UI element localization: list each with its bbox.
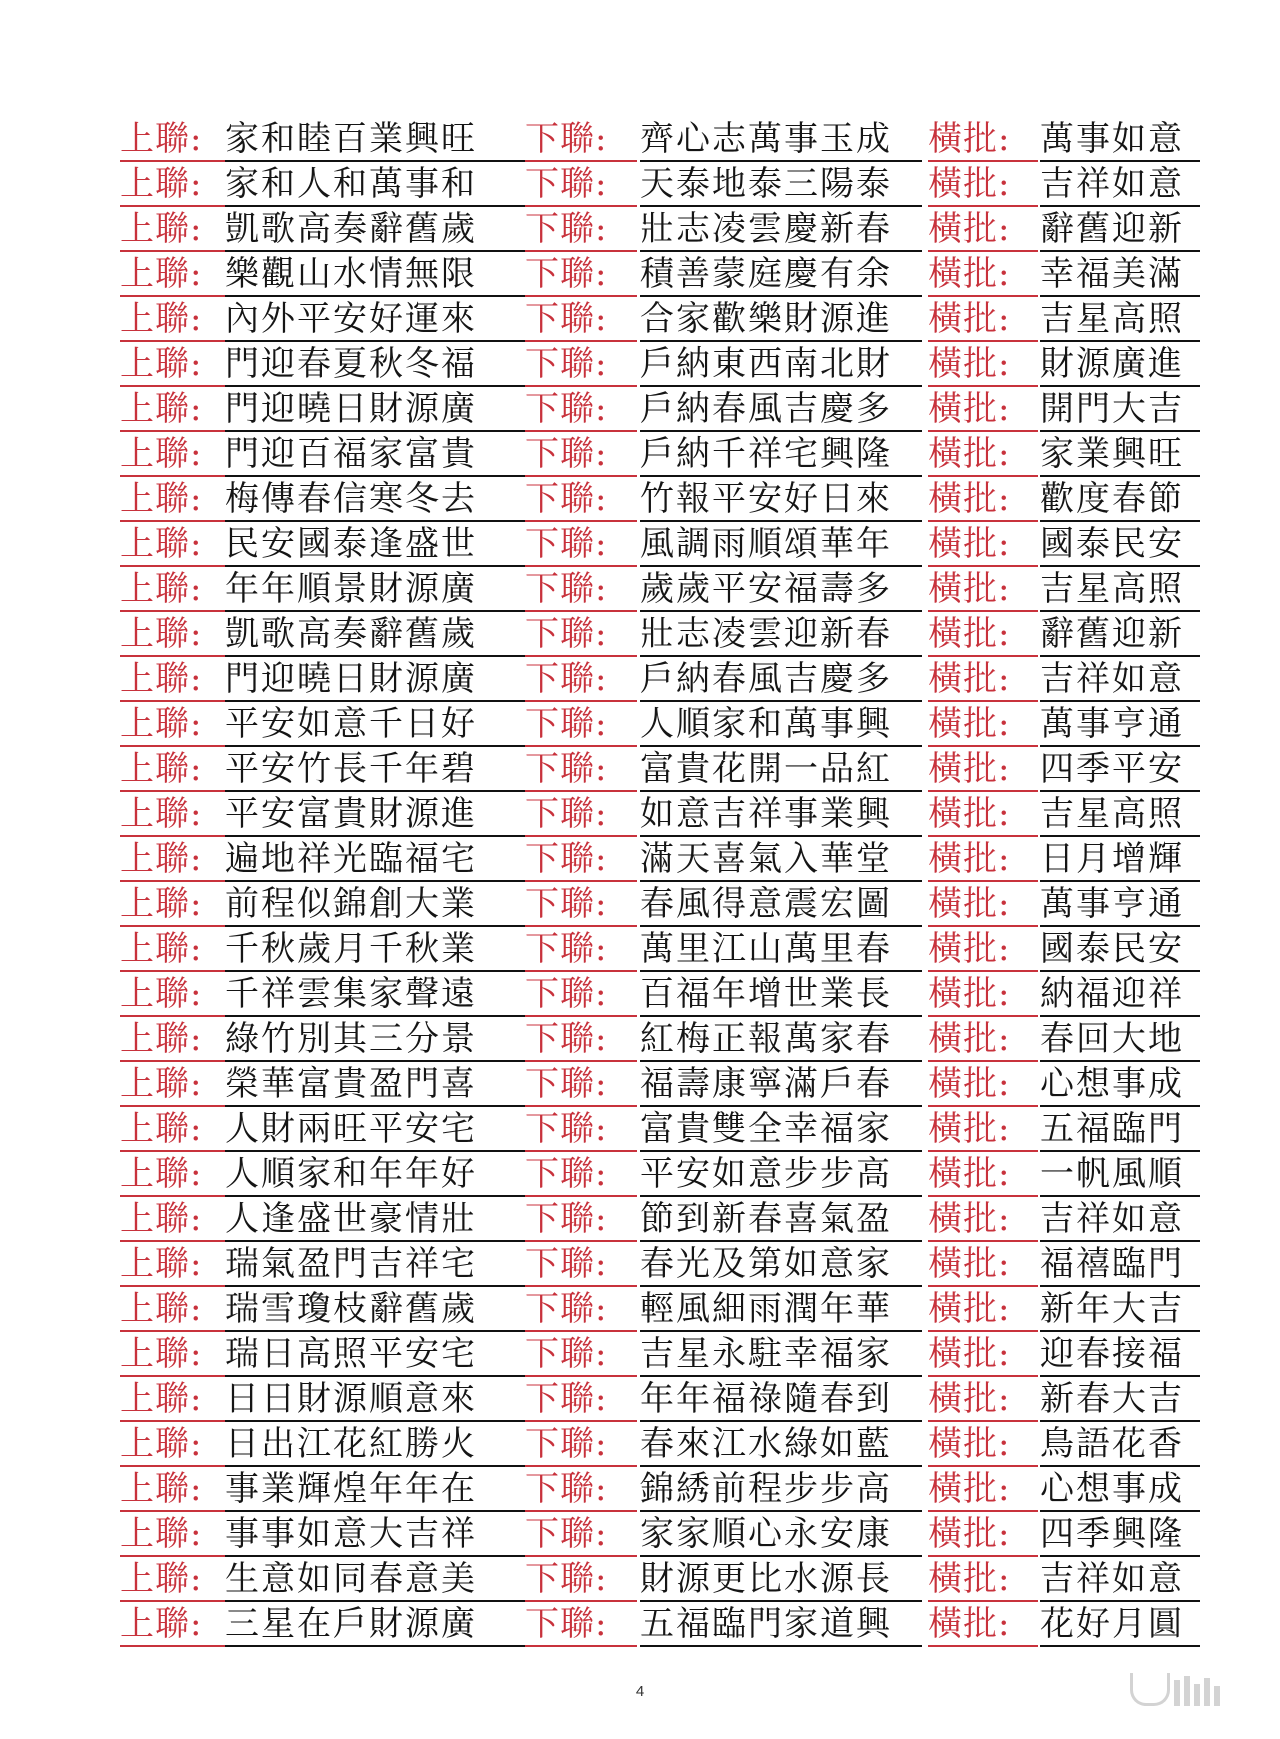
lower-couplet: 歲歲平安福壽多 bbox=[640, 567, 922, 612]
lower-label: 下聯: bbox=[525, 1152, 637, 1197]
couplet-row bbox=[120, 882, 1200, 927]
upper-label: 上聯: bbox=[120, 1062, 225, 1107]
lower-couplet: 天泰地泰三陽泰 bbox=[640, 162, 922, 207]
couplet-row bbox=[120, 1377, 1200, 1422]
lower-label: 下聯: bbox=[525, 162, 637, 207]
horizontal-label: 橫批: bbox=[928, 1287, 1038, 1332]
horizontal-label: 橫批: bbox=[928, 747, 1038, 792]
horizontal-scroll: 春回大地 bbox=[1040, 1017, 1200, 1062]
lower-couplet: 風調雨順頌華年 bbox=[640, 522, 922, 567]
horizontal-label: 橫批: bbox=[928, 252, 1038, 297]
couplet-row bbox=[120, 477, 1200, 522]
horizontal-label: 橫批: bbox=[928, 1602, 1038, 1647]
horizontal-label: 橫批: bbox=[928, 927, 1038, 972]
couplet-row bbox=[120, 1287, 1200, 1332]
couplet-row bbox=[120, 1332, 1200, 1377]
horizontal-scroll: 迎春接福 bbox=[1040, 1332, 1200, 1377]
couplet-row bbox=[120, 1557, 1200, 1602]
horizontal-label: 橫批: bbox=[928, 1152, 1038, 1197]
upper-label: 上聯: bbox=[120, 1557, 225, 1602]
lower-label: 下聯: bbox=[525, 522, 637, 567]
couplet-row bbox=[120, 297, 1200, 342]
lower-label: 下聯: bbox=[525, 1107, 637, 1152]
horizontal-scroll: 開門大吉 bbox=[1040, 387, 1200, 432]
upper-couplet: 凱歌高奏辭舊歲 bbox=[225, 612, 525, 657]
lower-couplet: 吉星永駐幸福家 bbox=[640, 1332, 922, 1377]
upper-couplet: 瑞雪瓊枝辭舊歲 bbox=[225, 1287, 525, 1332]
couplet-row bbox=[120, 207, 1200, 252]
lower-label: 下聯: bbox=[525, 1422, 637, 1467]
couplet-row bbox=[120, 342, 1200, 387]
horizontal-label: 橫批: bbox=[928, 342, 1038, 387]
upper-label: 上聯: bbox=[120, 1287, 225, 1332]
upper-label: 上聯: bbox=[120, 342, 225, 387]
upper-label: 上聯: bbox=[120, 972, 225, 1017]
lower-couplet: 萬里江山萬里春 bbox=[640, 927, 922, 972]
couplet-row bbox=[120, 1062, 1200, 1107]
upper-label: 上聯: bbox=[120, 612, 225, 657]
upper-label: 上聯: bbox=[120, 792, 225, 837]
lower-label: 下聯: bbox=[525, 882, 637, 927]
lower-couplet: 壯志凌雲迎新春 bbox=[640, 612, 922, 657]
horizontal-scroll: 一帆風順 bbox=[1040, 1152, 1200, 1197]
upper-couplet: 內外平安好運來 bbox=[225, 297, 525, 342]
lower-label: 下聯: bbox=[525, 117, 637, 162]
horizontal-label: 橫批: bbox=[928, 432, 1038, 477]
lower-couplet: 五福臨門家道興 bbox=[640, 1602, 922, 1647]
upper-label: 上聯: bbox=[120, 1512, 225, 1557]
lower-label: 下聯: bbox=[525, 1017, 637, 1062]
horizontal-label: 橫批: bbox=[928, 1197, 1038, 1242]
horizontal-scroll: 四季平安 bbox=[1040, 747, 1200, 792]
couplet-row bbox=[120, 927, 1200, 972]
lower-label: 下聯: bbox=[525, 1377, 637, 1422]
lower-label: 下聯: bbox=[525, 792, 637, 837]
upper-label: 上聯: bbox=[120, 1332, 225, 1377]
couplet-row bbox=[120, 747, 1200, 792]
lower-label: 下聯: bbox=[525, 972, 637, 1017]
horizontal-label: 橫批: bbox=[928, 1557, 1038, 1602]
lower-couplet: 竹報平安好日來 bbox=[640, 477, 922, 522]
horizontal-label: 橫批: bbox=[928, 477, 1038, 522]
horizontal-label: 橫批: bbox=[928, 387, 1038, 432]
horizontal-scroll: 鳥語花香 bbox=[1040, 1422, 1200, 1467]
upper-couplet: 事事如意大吉祥 bbox=[225, 1512, 525, 1557]
upper-label: 上聯: bbox=[120, 1377, 225, 1422]
horizontal-scroll: 萬事如意 bbox=[1040, 117, 1200, 162]
lower-label: 下聯: bbox=[525, 1602, 637, 1647]
horizontal-label: 橫批: bbox=[928, 1377, 1038, 1422]
upper-label: 上聯: bbox=[120, 1017, 225, 1062]
upper-couplet: 綠竹別其三分景 bbox=[225, 1017, 525, 1062]
horizontal-scroll: 財源廣進 bbox=[1040, 342, 1200, 387]
horizontal-scroll: 五福臨門 bbox=[1040, 1107, 1200, 1152]
lower-couplet: 戶納春風吉慶多 bbox=[640, 657, 922, 702]
horizontal-scroll: 歡度春節 bbox=[1040, 477, 1200, 522]
lower-couplet: 輕風細雨潤年華 bbox=[640, 1287, 922, 1332]
horizontal-scroll: 吉祥如意 bbox=[1040, 1197, 1200, 1242]
horizontal-scroll: 福禧臨門 bbox=[1040, 1242, 1200, 1287]
lower-couplet: 財源更比水源長 bbox=[640, 1557, 922, 1602]
upper-label: 上聯: bbox=[120, 882, 225, 927]
horizontal-scroll: 吉祥如意 bbox=[1040, 1557, 1200, 1602]
upper-couplet: 三星在戶財源廣 bbox=[225, 1602, 525, 1647]
lower-couplet: 節到新春喜氣盈 bbox=[640, 1197, 922, 1242]
upper-couplet: 前程似錦創大業 bbox=[225, 882, 525, 927]
horizontal-label: 橫批: bbox=[928, 972, 1038, 1017]
upper-label: 上聯: bbox=[120, 1467, 225, 1512]
lower-label: 下聯: bbox=[525, 657, 637, 702]
lower-couplet: 春來江水綠如藍 bbox=[640, 1422, 922, 1467]
lower-couplet: 齊心志萬事玉成 bbox=[640, 117, 922, 162]
horizontal-scroll: 辭舊迎新 bbox=[1040, 612, 1200, 657]
upper-label: 上聯: bbox=[120, 927, 225, 972]
lower-couplet: 積善蒙庭慶有余 bbox=[640, 252, 922, 297]
upper-couplet: 日日財源順意來 bbox=[225, 1377, 525, 1422]
horizontal-label: 橫批: bbox=[928, 1017, 1038, 1062]
couplet-row bbox=[120, 162, 1200, 207]
upper-label: 上聯: bbox=[120, 837, 225, 882]
upper-couplet: 家和人和萬事和 bbox=[225, 162, 525, 207]
upper-label: 上聯: bbox=[120, 162, 225, 207]
lower-label: 下聯: bbox=[525, 432, 637, 477]
lower-couplet: 如意吉祥事業興 bbox=[640, 792, 922, 837]
lower-label: 下聯: bbox=[525, 1332, 637, 1377]
lower-label: 下聯: bbox=[525, 387, 637, 432]
horizontal-label: 橫批: bbox=[928, 1467, 1038, 1512]
horizontal-label: 橫批: bbox=[928, 297, 1038, 342]
lower-label: 下聯: bbox=[525, 927, 637, 972]
horizontal-scroll: 家業興旺 bbox=[1040, 432, 1200, 477]
upper-couplet: 千秋歲月千秋業 bbox=[225, 927, 525, 972]
lower-couplet: 錦綉前程步步高 bbox=[640, 1467, 922, 1512]
horizontal-label: 橫批: bbox=[928, 1107, 1038, 1152]
horizontal-scroll: 新春大吉 bbox=[1040, 1377, 1200, 1422]
lower-label: 下聯: bbox=[525, 1557, 637, 1602]
horizontal-label: 橫批: bbox=[928, 702, 1038, 747]
upper-couplet: 家和睦百業興旺 bbox=[225, 117, 525, 162]
couplet-row bbox=[120, 1242, 1200, 1287]
lower-couplet: 百福年增世業長 bbox=[640, 972, 922, 1017]
lower-label: 下聯: bbox=[525, 1512, 637, 1557]
upper-couplet: 榮華富貴盈門喜 bbox=[225, 1062, 525, 1107]
horizontal-label: 橫批: bbox=[928, 882, 1038, 927]
couplet-row bbox=[120, 612, 1200, 657]
lower-couplet: 紅梅正報萬家春 bbox=[640, 1017, 922, 1062]
horizontal-label: 橫批: bbox=[928, 792, 1038, 837]
lower-couplet: 滿天喜氣入華堂 bbox=[640, 837, 922, 882]
lower-couplet: 合家歡樂財源進 bbox=[640, 297, 922, 342]
horizontal-label: 橫批: bbox=[928, 1422, 1038, 1467]
upper-couplet: 生意如同春意美 bbox=[225, 1557, 525, 1602]
lower-label: 下聯: bbox=[525, 342, 637, 387]
upper-couplet: 民安國泰逢盛世 bbox=[225, 522, 525, 567]
horizontal-scroll: 萬事亨通 bbox=[1040, 882, 1200, 927]
upper-label: 上聯: bbox=[120, 1107, 225, 1152]
lower-couplet: 春光及第如意家 bbox=[640, 1242, 922, 1287]
upper-couplet: 千祥雲集家聲遠 bbox=[225, 972, 525, 1017]
upper-label: 上聯: bbox=[120, 297, 225, 342]
upper-couplet: 門迎百福家富貴 bbox=[225, 432, 525, 477]
upper-couplet: 梅傳春信寒冬去 bbox=[225, 477, 525, 522]
upper-label: 上聯: bbox=[120, 1422, 225, 1467]
lower-couplet: 戶納春風吉慶多 bbox=[640, 387, 922, 432]
upper-label: 上聯: bbox=[120, 387, 225, 432]
couplet-row bbox=[120, 657, 1200, 702]
lower-couplet: 平安如意步步高 bbox=[640, 1152, 922, 1197]
upper-label: 上聯: bbox=[120, 567, 225, 612]
upper-couplet: 事業輝煌年年在 bbox=[225, 1467, 525, 1512]
upper-couplet: 日出江花紅勝火 bbox=[225, 1422, 525, 1467]
horizontal-scroll: 納福迎祥 bbox=[1040, 972, 1200, 1017]
lower-couplet: 家家順心永安康 bbox=[640, 1512, 922, 1557]
lower-couplet: 富貴花開一品紅 bbox=[640, 747, 922, 792]
upper-couplet: 樂觀山水情無限 bbox=[225, 252, 525, 297]
upper-label: 上聯: bbox=[120, 747, 225, 792]
horizontal-label: 橫批: bbox=[928, 162, 1038, 207]
page-number: 4 bbox=[635, 1683, 645, 1700]
horizontal-scroll: 國泰民安 bbox=[1040, 927, 1200, 972]
horizontal-scroll: 萬事亨通 bbox=[1040, 702, 1200, 747]
upper-label: 上聯: bbox=[120, 702, 225, 747]
couplet-row bbox=[120, 567, 1200, 612]
couplet-row bbox=[120, 1602, 1200, 1647]
lower-label: 下聯: bbox=[525, 252, 637, 297]
upper-couplet: 平安竹長千年碧 bbox=[225, 747, 525, 792]
lower-label: 下聯: bbox=[525, 1287, 637, 1332]
upper-label: 上聯: bbox=[120, 1152, 225, 1197]
lower-label: 下聯: bbox=[525, 567, 637, 612]
lower-couplet: 人順家和萬事興 bbox=[640, 702, 922, 747]
upper-couplet: 平安富貴財源進 bbox=[225, 792, 525, 837]
couplet-row bbox=[120, 702, 1200, 747]
upper-label: 上聯: bbox=[120, 1242, 225, 1287]
horizontal-label: 橫批: bbox=[928, 1062, 1038, 1107]
horizontal-scroll: 花好月圓 bbox=[1040, 1602, 1200, 1647]
lower-couplet: 年年福祿隨春到 bbox=[640, 1377, 922, 1422]
couplet-row bbox=[120, 522, 1200, 567]
lower-label: 下聯: bbox=[525, 1467, 637, 1512]
upper-couplet: 門迎曉日財源廣 bbox=[225, 657, 525, 702]
lower-couplet: 福壽康寧滿戶春 bbox=[640, 1062, 922, 1107]
horizontal-scroll: 吉祥如意 bbox=[1040, 657, 1200, 702]
horizontal-scroll: 心想事成 bbox=[1040, 1467, 1200, 1512]
couplet-row bbox=[120, 837, 1200, 882]
horizontal-label: 橫批: bbox=[928, 1332, 1038, 1377]
lower-couplet: 壯志凌雲慶新春 bbox=[640, 207, 922, 252]
horizontal-scroll: 新年大吉 bbox=[1040, 1287, 1200, 1332]
lower-label: 下聯: bbox=[525, 1197, 637, 1242]
couplet-row bbox=[120, 1152, 1200, 1197]
horizontal-scroll: 國泰民安 bbox=[1040, 522, 1200, 567]
horizontal-label: 橫批: bbox=[928, 1512, 1038, 1557]
horizontal-label: 橫批: bbox=[928, 837, 1038, 882]
upper-label: 上聯: bbox=[120, 117, 225, 162]
lower-couplet: 富貴雙全幸福家 bbox=[640, 1107, 922, 1152]
lower-label: 下聯: bbox=[525, 477, 637, 522]
couplet-table bbox=[120, 117, 1200, 1647]
couplet-row bbox=[120, 1467, 1200, 1512]
watermark-logo bbox=[1130, 1672, 1220, 1706]
lower-couplet: 戶納千祥宅興隆 bbox=[640, 432, 922, 477]
horizontal-label: 橫批: bbox=[928, 522, 1038, 567]
couplet-row bbox=[120, 1197, 1200, 1242]
lower-label: 下聯: bbox=[525, 297, 637, 342]
upper-couplet: 平安如意千日好 bbox=[225, 702, 525, 747]
upper-couplet: 凱歌高奏辭舊歲 bbox=[225, 207, 525, 252]
horizontal-scroll: 吉星高照 bbox=[1040, 297, 1200, 342]
lower-label: 下聯: bbox=[525, 837, 637, 882]
upper-label: 上聯: bbox=[120, 252, 225, 297]
horizontal-label: 橫批: bbox=[928, 612, 1038, 657]
upper-label: 上聯: bbox=[120, 207, 225, 252]
couplet-row bbox=[120, 1512, 1200, 1557]
upper-couplet: 門迎春夏秋冬福 bbox=[225, 342, 525, 387]
horizontal-scroll: 四季興隆 bbox=[1040, 1512, 1200, 1557]
couplet-row bbox=[120, 117, 1200, 162]
lower-label: 下聯: bbox=[525, 747, 637, 792]
upper-couplet: 人順家和年年好 bbox=[225, 1152, 525, 1197]
upper-label: 上聯: bbox=[120, 657, 225, 702]
horizontal-scroll: 吉星高照 bbox=[1040, 792, 1200, 837]
horizontal-label: 橫批: bbox=[928, 567, 1038, 612]
lower-label: 下聯: bbox=[525, 612, 637, 657]
couplet-row bbox=[120, 792, 1200, 837]
lower-label: 下聯: bbox=[525, 1062, 637, 1107]
couplet-row bbox=[120, 432, 1200, 477]
upper-couplet: 門迎曉日財源廣 bbox=[225, 387, 525, 432]
couplet-row bbox=[120, 1107, 1200, 1152]
couplet-row bbox=[120, 387, 1200, 432]
upper-couplet: 遍地祥光臨福宅 bbox=[225, 837, 525, 882]
upper-label: 上聯: bbox=[120, 432, 225, 477]
couplet-row bbox=[120, 1422, 1200, 1467]
upper-couplet: 瑞日高照平安宅 bbox=[225, 1332, 525, 1377]
horizontal-scroll: 吉星高照 bbox=[1040, 567, 1200, 612]
upper-couplet: 年年順景財源廣 bbox=[225, 567, 525, 612]
horizontal-label: 橫批: bbox=[928, 657, 1038, 702]
upper-label: 上聯: bbox=[120, 477, 225, 522]
lower-couplet: 春風得意震宏圖 bbox=[640, 882, 922, 927]
lower-label: 下聯: bbox=[525, 207, 637, 252]
lower-couplet: 戶納東西南北財 bbox=[640, 342, 922, 387]
upper-couplet: 人財兩旺平安宅 bbox=[225, 1107, 525, 1152]
upper-couplet: 瑞氣盈門吉祥宅 bbox=[225, 1242, 525, 1287]
horizontal-label: 橫批: bbox=[928, 207, 1038, 252]
lower-label: 下聯: bbox=[525, 1242, 637, 1287]
lower-label: 下聯: bbox=[525, 702, 637, 747]
horizontal-label: 橫批: bbox=[928, 1242, 1038, 1287]
upper-label: 上聯: bbox=[120, 1602, 225, 1647]
horizontal-label: 橫批: bbox=[928, 117, 1038, 162]
upper-label: 上聯: bbox=[120, 1197, 225, 1242]
horizontal-scroll: 辭舊迎新 bbox=[1040, 207, 1200, 252]
upper-couplet: 人逢盛世豪情壯 bbox=[225, 1197, 525, 1242]
couplet-row bbox=[120, 972, 1200, 1017]
couplet-row bbox=[120, 252, 1200, 297]
couplet-row bbox=[120, 1017, 1200, 1062]
upper-label: 上聯: bbox=[120, 522, 225, 567]
horizontal-scroll: 幸福美滿 bbox=[1040, 252, 1200, 297]
horizontal-scroll: 吉祥如意 bbox=[1040, 162, 1200, 207]
horizontal-scroll: 心想事成 bbox=[1040, 1062, 1200, 1107]
horizontal-scroll: 日月增輝 bbox=[1040, 837, 1200, 882]
